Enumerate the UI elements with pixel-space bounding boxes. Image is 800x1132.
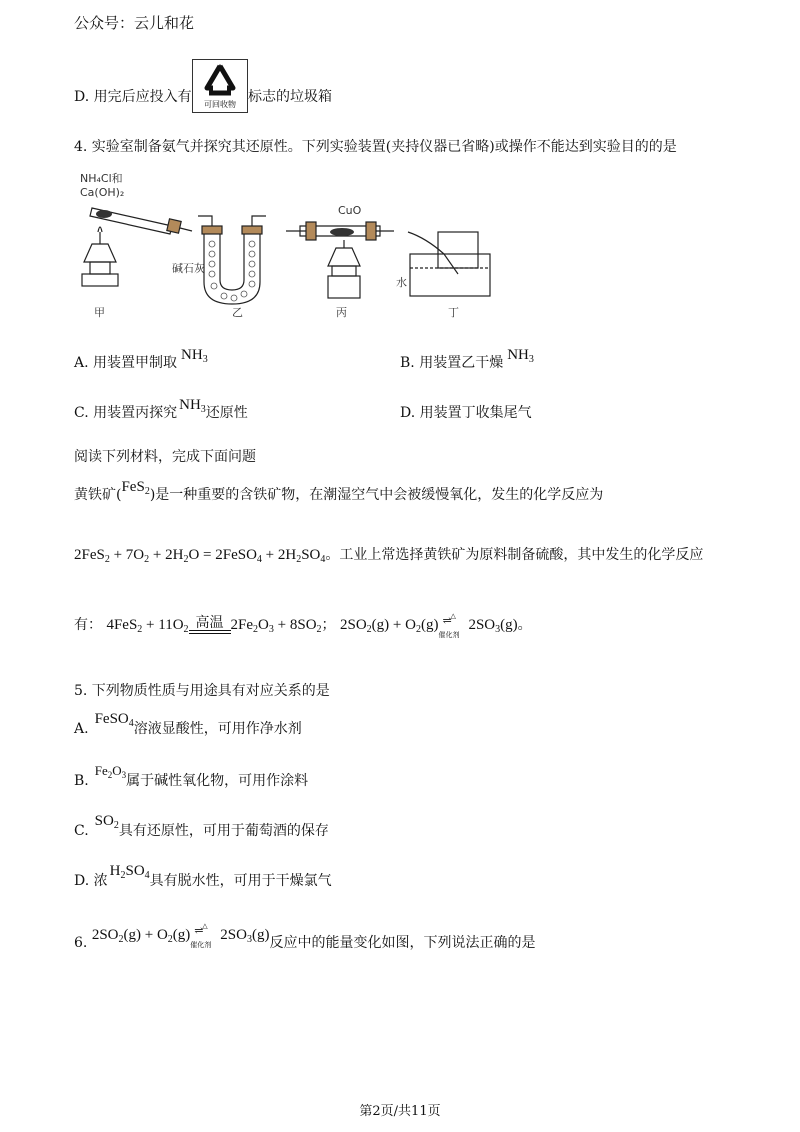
recycle-arrows-icon [193,60,247,100]
label-cuo: CuO [338,204,362,217]
reading-p1: 黄铁矿(FeS$_2$)是一种重要的含铁矿物，在潮湿空气中会被缓慢氧化，发生的化学反应为 [74,479,604,503]
q5-c-text: 具有还原性，可用于葡萄酒的保存 [118,823,329,839]
q4-option-b-text: B. 用装置乙干燥 [400,355,504,371]
reversible-arrow: △ ⇌ 催化剂 [438,612,460,639]
q4-option-c-post: 还原性 [205,405,248,421]
q4-option-b: B. 用装置乙干燥 $NH_3$ [400,347,534,371]
q4-stem: 4. 实验室制备氨气并探究其还原性。下列实验装置(夹持仪器已省略)或操作不能达到实验目的的是 [74,139,677,155]
recycle-label: 可回收物 [204,100,236,109]
label-ding: 丁 [448,306,459,319]
high-temp-condition [189,616,231,634]
reading-p2-post: 。工业上常选择黄铁矿为原料制备硫酸，其中发生的化学反应 [325,547,704,563]
equation-roasting: $4FeS_2 + 11O_2$ [106,617,189,635]
q6-text: 反应中的能量变化如图，下列说法正确的是 [269,935,536,951]
q5-d-letter: D. 浓 [74,873,108,889]
reading-intro: 阅读下列材料，完成下面问题 [74,449,256,465]
q4-option-a-text: A. 用装置甲制取 [74,355,178,371]
equation-so2-oxidation: $2SO_2(g) + O_2(g)$ [339,617,439,635]
q6-stem: 6. $2SO_2(g) + O_2(g)$ △ ⇌ 催化剂 $2SO_3(g)$反应中的能量变化如图，下列说法正确的是 [74,922,536,951]
q3-option-d [74,86,192,106]
equation-pyrite-oxidation: $2FeS_2 + 7O_2 + 2H_2O$ = 2FeSO$_4$ + $2H_2SO_4$ [74,547,326,565]
apparatus-drawing [74,162,494,322]
label-water: 水 [396,276,407,289]
q4-option-c: C. 用装置丙探究 $NH_3$还原性 [74,397,248,421]
q5-option-b: $B.Fe_2O_3$属于碱性氧化物，可用作涂料 [74,763,309,789]
reading-p2 [74,544,703,565]
q6-num: 6. [74,935,88,951]
q6-reversible-arrow: △ ⇌ 催化剂 [190,922,212,949]
label-soda-lime: 碱石灰 [172,262,205,275]
period: 。 [517,617,532,633]
header-account: 公众号：云儿和花 [74,14,195,32]
q6-heat-triangle: △ [202,922,208,930]
label-reagent-2: Ca(OH)₂ [80,186,125,199]
q6-catalyst-label: 催化剂 [190,941,212,949]
q5-d-text: 具有脱水性，可用于干燥氯气 [149,873,332,889]
reading-p1-pre: 黄铁矿( [74,487,122,503]
q5-a-letter: A. [74,721,89,737]
label-jia: 甲 [94,306,105,319]
q3-option-d-prefix: D. 用完后应投入有 [74,89,192,105]
catalyst-label: 催化剂 [438,631,460,639]
q5-option-c: $C.SO_2$具有还原性，可用于葡萄酒的保存 [74,813,329,839]
q5-b-letter: B. [74,773,89,789]
q4-apparatus-figure [74,162,494,322]
q5-c-letter: C. [74,823,89,839]
label-yi: 乙 [232,306,243,319]
reading-p3-pre: 有： [74,617,102,633]
q5-option-d: D. 浓$H_2SO_4$具有脱水性，可用于干燥氯气 [74,863,332,889]
label-reagent-1: NH₄Cl和 [80,172,123,185]
reading-p3: 有： $4FeS_2 + 11O_2$ 高温 $2Fe_2O_3 + 8SO_2$； $2SO_2(g) + O_2(g)$ △ ⇌ 催化剂 $2SO_3(g)$。 [74,612,532,639]
recycle-icon [192,59,248,113]
q5-stem: 5. 下列物质性质与用途具有对应关系的是 [74,683,330,699]
page-number: 第2页/共11页 [359,1104,441,1119]
high-temp-label: 高温 [195,615,224,631]
q5-option-a: A.FeSO$_4$溶液显酸性，可用作净水剂 [74,711,302,737]
label-bing: 丙 [336,306,347,319]
q4-option-a: A. 用装置甲制取 $NH_3$ [74,347,208,371]
q4-option-d: D. 用装置丁收集尾气 [400,405,532,421]
q4-option-c-pre: C. 用装置丙探究 [74,405,178,421]
q5-a-text: 溶液显酸性，可用作净水剂 [133,721,302,737]
heat-triangle: △ [450,612,456,620]
semicolon: ； [321,617,336,633]
reading-p1-post: )是一种重要的含铁矿物，在潮湿空气中会被缓慢氧化，发生的化学反应为 [149,487,604,503]
q5-b-text: 属于碱性氧化物，可用作涂料 [126,773,309,789]
q3-option-d-suffix: 标志的垃圾箱 [248,89,332,105]
